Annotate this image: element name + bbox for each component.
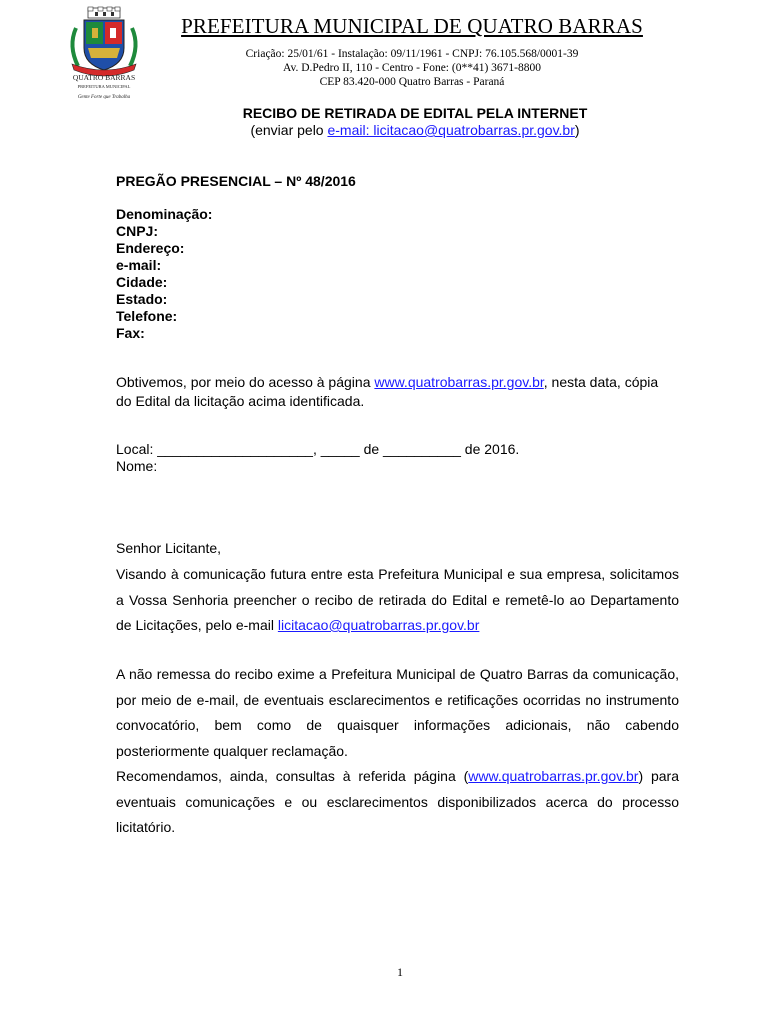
letter-paragraph-2: A não remessa do recibo exime a Prefeitura Municipal de Quatro Barras da comunicação, por meio de e-mail, de eventuais esclarecimentos e retificações ocorridas no instrumento convocatório, bem como de quaisquer informações adicionais, não cabendo posteriormente qualquer reclamação.: [116, 666, 679, 759]
letter-paragraph-1-text: Visando à comunicação futura entre esta Prefeitura Municipal e sua empresa, solicitamos a Vossa Senhoria preencher o recibo de retirada do Edital e remetê-lo ao Departamento de Licitações, pelo e-mail: [116, 566, 679, 633]
website-link-2[interactable]: www.quatrobarras.pr.gov.br: [468, 768, 639, 784]
logo-subtext: PREFEITURA MUNICIPAL: [77, 84, 131, 89]
acknowledgement-suffix: , nesta data, cópia do Edital da licitação acima identificada.: [116, 374, 659, 409]
field-cidade: Cidade:: [116, 274, 168, 290]
acknowledgement-paragraph: [116, 373, 660, 411]
page-number: 1: [397, 965, 403, 979]
receipt-title: RECIBO DE RETIRADA DE EDITAL PELA INTERNET: [242, 105, 588, 121]
local-date-line: Local: ____________________, _____ de __________ de 2016.: [116, 441, 520, 457]
name-line: Nome:: [116, 458, 158, 474]
letter-paragraph-1: [116, 562, 679, 639]
field-telefone: Telefone:: [116, 308, 178, 324]
field-estado: Estado:: [116, 291, 168, 307]
letter-paragraph-3-prefix: Recomendamos, ainda, consultas à referida página (: [116, 768, 469, 784]
receipt-subtitle-suffix: ): [574, 122, 580, 138]
bidder-fields: [116, 206, 212, 342]
letter-paragraph-3: [116, 764, 679, 841]
header-info-line-2: Av. D.Pedro II, 110 - Centro - Fone: (0**41) 3671-8800: [283, 62, 541, 74]
receipt-subtitle-prefix: (enviar pelo: [250, 122, 328, 138]
receipt-email-link[interactable]: e-mail: licitacao@quatrobarras.pr.gov.br: [327, 122, 575, 138]
letter-paragraph-3-suffix: ) para eventuais comunicações e ou esclarecimentos disponibilizados acerca do processo licitatório.: [116, 768, 679, 835]
field-cnpj: CNPJ:: [116, 223, 159, 239]
header-info-line-1: Criação: 25/01/61 - Instalação: 09/11/1961 - CNPJ: 76.105.568/0001-39: [245, 48, 579, 60]
receipt-subtitle: [120, 122, 710, 138]
field-fax: Fax:: [116, 325, 145, 341]
municipal-crest-logo: [62, 6, 146, 102]
field-denominacao: Denominação:: [116, 206, 213, 222]
crown-icon: [88, 7, 120, 18]
logo-text: QUATRO BARRAS: [72, 73, 136, 82]
header-info-line-3: CEP 83.420-000 Quatro Barras - Paraná: [319, 76, 505, 88]
logo-slogan: Gente Forte que Trabalha: [77, 95, 131, 100]
website-link[interactable]: www.quatrobarras.pr.gov.br: [374, 374, 544, 390]
licitacao-email-link[interactable]: licitacao@quatrobarras.pr.gov.br: [277, 617, 480, 633]
acknowledgement-prefix: Obtivemos, por meio do acesso à página: [116, 374, 375, 390]
letter-salutation: Senhor Licitante,: [116, 540, 222, 556]
office-title: PREFEITURA MUNICIPAL DE QUATRO BARRAS: [181, 14, 643, 38]
pregao-heading: PREGÃO PRESENCIAL – Nº 48/2016: [116, 173, 356, 189]
field-endereco: Endereço:: [116, 240, 185, 256]
field-email: e-mail:: [116, 257, 162, 273]
